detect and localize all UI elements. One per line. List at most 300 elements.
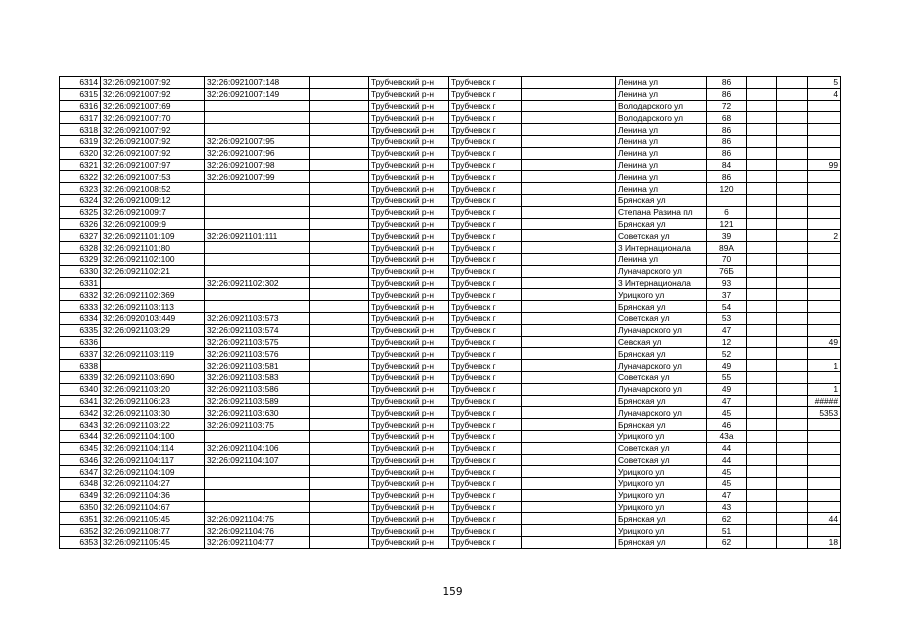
object-cadastral-number-cell <box>205 289 310 301</box>
empty-cell <box>310 501 369 513</box>
empty-cell <box>522 419 616 431</box>
object-cadastral-number-cell: 32:26:0921103:575 <box>205 336 310 348</box>
street-cell: Володарского ул <box>616 100 707 112</box>
empty-cell <box>747 218 777 230</box>
street-cell: Ленина ул <box>616 159 707 171</box>
parcel-cadastral-number-cell <box>101 277 205 289</box>
empty-cell <box>310 159 369 171</box>
row-number-cell: 6345 <box>60 442 101 454</box>
street-cell: Урицкого ул <box>616 430 707 442</box>
apartment-number-cell: 5353 <box>808 407 841 419</box>
empty-cell <box>777 230 808 242</box>
empty-cell <box>310 242 369 254</box>
apartment-number-cell: 5 <box>808 77 841 89</box>
district-cell: Трубчевский р-н <box>369 442 449 454</box>
row-number-cell: 6319 <box>60 135 101 147</box>
house-number-cell: 86 <box>707 135 747 147</box>
object-cadastral-number-cell: 32:26:0921007:149 <box>205 88 310 100</box>
row-number-cell: 6326 <box>60 218 101 230</box>
empty-cell <box>522 183 616 195</box>
row-number-cell: 6351 <box>60 513 101 525</box>
town-cell: Трубчевск г <box>449 419 522 431</box>
row-number-cell: 6342 <box>60 407 101 419</box>
empty-cell <box>747 301 777 313</box>
district-cell: Трубчевский р-н <box>369 135 449 147</box>
empty-cell <box>522 466 616 478</box>
object-cadastral-number-cell: 32:26:0921104:75 <box>205 513 310 525</box>
object-cadastral-number-cell: 32:26:0921007:95 <box>205 135 310 147</box>
empty-cell <box>747 100 777 112</box>
house-number-cell: 70 <box>707 253 747 265</box>
town-cell: Трубчевск г <box>449 537 522 549</box>
empty-cell <box>522 194 616 206</box>
empty-cell <box>310 513 369 525</box>
empty-cell <box>310 124 369 136</box>
empty-cell <box>777 348 808 360</box>
apartment-number-cell: 1 <box>808 383 841 395</box>
house-number-cell <box>707 194 747 206</box>
empty-cell <box>310 324 369 336</box>
parcel-cadastral-number-cell: 32:26:0921104:117 <box>101 454 205 466</box>
apartment-number-cell <box>808 478 841 490</box>
parcel-cadastral-number-cell: 32:26:0921009:9 <box>101 218 205 230</box>
town-cell: Трубчевск г <box>449 265 522 277</box>
empty-cell <box>777 135 808 147</box>
empty-cell <box>777 395 808 407</box>
object-cadastral-number-cell: 32:26:0921104:107 <box>205 454 310 466</box>
table-row <box>60 336 841 348</box>
table-row <box>60 100 841 112</box>
parcel-cadastral-number-cell: 32:26:0921007:97 <box>101 159 205 171</box>
object-cadastral-number-cell <box>205 206 310 218</box>
street-cell: Луначарского ул <box>616 265 707 277</box>
street-cell: Брянская ул <box>616 218 707 230</box>
empty-cell <box>310 265 369 277</box>
empty-cell <box>522 407 616 419</box>
house-number-cell: 120 <box>707 183 747 195</box>
town-cell: Трубчевск г <box>449 171 522 183</box>
row-number-cell: 6335 <box>60 324 101 336</box>
empty-cell <box>310 301 369 313</box>
parcel-cadastral-number-cell: 32:26:0921103:30 <box>101 407 205 419</box>
district-cell: Трубчевский р-н <box>369 371 449 383</box>
apartment-number-cell: 18 <box>808 537 841 549</box>
empty-cell <box>747 206 777 218</box>
district-cell: Трубчевский р-н <box>369 430 449 442</box>
object-cadastral-number-cell: 32:26:0921103:576 <box>205 348 310 360</box>
empty-cell <box>747 478 777 490</box>
object-cadastral-number-cell <box>205 501 310 513</box>
town-cell: Трубчевск г <box>449 88 522 100</box>
empty-cell <box>310 489 369 501</box>
empty-cell <box>522 289 616 301</box>
apartment-number-cell <box>808 419 841 431</box>
street-cell: Урицкого ул <box>616 478 707 490</box>
empty-cell <box>522 253 616 265</box>
district-cell: Трубчевский р-н <box>369 501 449 513</box>
table-row <box>60 171 841 183</box>
street-cell: Ленина ул <box>616 183 707 195</box>
district-cell: Трубчевский р-н <box>369 218 449 230</box>
empty-cell <box>310 336 369 348</box>
empty-cell <box>747 395 777 407</box>
empty-cell <box>522 525 616 537</box>
empty-cell <box>522 135 616 147</box>
object-cadastral-number-cell <box>205 489 310 501</box>
street-cell: Советская ул <box>616 454 707 466</box>
table-row <box>60 489 841 501</box>
district-cell: Трубчевский р-н <box>369 419 449 431</box>
apartment-number-cell <box>808 277 841 289</box>
district-cell: Трубчевский р-н <box>369 100 449 112</box>
empty-cell <box>522 159 616 171</box>
empty-cell <box>747 124 777 136</box>
parcel-cadastral-number-cell: 32:26:0920103:449 <box>101 312 205 324</box>
empty-cell <box>777 383 808 395</box>
empty-cell <box>522 360 616 372</box>
parcel-cadastral-number-cell: 32:26:0921103:29 <box>101 324 205 336</box>
empty-cell <box>747 525 777 537</box>
object-cadastral-number-cell: 32:26:0921103:574 <box>205 324 310 336</box>
empty-cell <box>310 88 369 100</box>
house-number-cell: 62 <box>707 513 747 525</box>
object-cadastral-number-cell <box>205 100 310 112</box>
district-cell: Трубчевский р-н <box>369 265 449 277</box>
empty-cell <box>310 430 369 442</box>
table-row <box>60 301 841 313</box>
row-number-cell: 6314 <box>60 77 101 89</box>
empty-cell <box>777 324 808 336</box>
apartment-number-cell <box>808 206 841 218</box>
street-cell: Луначарского ул <box>616 360 707 372</box>
street-cell: Брянская ул <box>616 537 707 549</box>
row-number-cell: 6327 <box>60 230 101 242</box>
house-number-cell: 84 <box>707 159 747 171</box>
town-cell: Трубчевск г <box>449 324 522 336</box>
empty-cell <box>310 100 369 112</box>
empty-cell <box>522 395 616 407</box>
empty-cell <box>747 159 777 171</box>
row-number-cell: 6350 <box>60 501 101 513</box>
empty-cell <box>747 430 777 442</box>
district-cell: Трубчевский р-н <box>369 230 449 242</box>
empty-cell <box>777 277 808 289</box>
empty-cell <box>522 171 616 183</box>
apartment-number-cell <box>808 289 841 301</box>
row-number-cell: 6333 <box>60 301 101 313</box>
empty-cell <box>310 253 369 265</box>
parcel-cadastral-number-cell: 32:26:0921007:70 <box>101 112 205 124</box>
empty-cell <box>522 206 616 218</box>
table-row <box>60 407 841 419</box>
parcel-cadastral-number-cell: 32:26:0921103:22 <box>101 419 205 431</box>
row-number-cell: 6340 <box>60 383 101 395</box>
town-cell: Трубчевск г <box>449 100 522 112</box>
street-cell: Брянская ул <box>616 513 707 525</box>
empty-cell <box>747 454 777 466</box>
house-number-cell: 86 <box>707 171 747 183</box>
town-cell: Трубчевск г <box>449 230 522 242</box>
table-row <box>60 442 841 454</box>
town-cell: Трубчевск г <box>449 407 522 419</box>
house-number-cell: 53 <box>707 312 747 324</box>
empty-cell <box>522 336 616 348</box>
street-cell: Ленина ул <box>616 135 707 147</box>
empty-cell <box>310 348 369 360</box>
row-number-cell: 6331 <box>60 277 101 289</box>
table-row <box>60 206 841 218</box>
town-cell: Трубчевск г <box>449 360 522 372</box>
house-number-cell: 44 <box>707 442 747 454</box>
district-cell: Трубчевский р-н <box>369 77 449 89</box>
row-number-cell: 6325 <box>60 206 101 218</box>
empty-cell <box>747 360 777 372</box>
apartment-number-cell <box>808 301 841 313</box>
object-cadastral-number-cell: 32:26:0921103:630 <box>205 407 310 419</box>
street-cell: Брянская ул <box>616 194 707 206</box>
parcel-cadastral-number-cell: 32:26:0921009:7 <box>101 206 205 218</box>
parcel-cadastral-number-cell: 32:26:0921108:77 <box>101 525 205 537</box>
town-cell: Трубчевск г <box>449 442 522 454</box>
row-number-cell: 6344 <box>60 430 101 442</box>
table-row <box>60 360 841 372</box>
object-cadastral-number-cell <box>205 218 310 230</box>
empty-cell <box>777 336 808 348</box>
empty-cell <box>522 100 616 112</box>
street-cell: Советская ул <box>616 312 707 324</box>
empty-cell <box>522 442 616 454</box>
table-row <box>60 194 841 206</box>
street-cell: Урицкого ул <box>616 289 707 301</box>
district-cell: Трубчевский р-н <box>369 183 449 195</box>
object-cadastral-number-cell: 32:26:0921007:99 <box>205 171 310 183</box>
town-cell: Трубчевск г <box>449 159 522 171</box>
row-number-cell: 6348 <box>60 478 101 490</box>
empty-cell <box>522 124 616 136</box>
parcel-cadastral-number-cell <box>101 360 205 372</box>
empty-cell <box>310 77 369 89</box>
apartment-number-cell <box>808 525 841 537</box>
house-number-cell: 51 <box>707 525 747 537</box>
table-row <box>60 324 841 336</box>
street-cell: Советская ул <box>616 230 707 242</box>
parcel-cadastral-number-cell: 32:26:0921007:92 <box>101 88 205 100</box>
parcel-cadastral-number-cell: 32:26:0921104:67 <box>101 501 205 513</box>
table-row <box>60 147 841 159</box>
town-cell: Трубчевск г <box>449 430 522 442</box>
town-cell: Трубчевск г <box>449 289 522 301</box>
house-number-cell: 76Б <box>707 265 747 277</box>
district-cell: Трубчевский р-н <box>369 537 449 549</box>
parcel-cadastral-number-cell: 32:26:0921101:80 <box>101 242 205 254</box>
row-number-cell: 6336 <box>60 336 101 348</box>
apartment-number-cell <box>808 147 841 159</box>
row-number-cell: 6316 <box>60 100 101 112</box>
object-cadastral-number-cell: 32:26:0921101:111 <box>205 230 310 242</box>
street-cell: Брянская ул <box>616 301 707 313</box>
district-cell: Трубчевский р-н <box>369 478 449 490</box>
empty-cell <box>310 135 369 147</box>
apartment-number-cell: 2 <box>808 230 841 242</box>
empty-cell <box>747 77 777 89</box>
district-cell: Трубчевский р-н <box>369 513 449 525</box>
parcel-cadastral-number-cell: 32:26:0921102:100 <box>101 253 205 265</box>
empty-cell <box>777 513 808 525</box>
empty-cell <box>310 407 369 419</box>
empty-cell <box>747 277 777 289</box>
parcel-cadastral-number-cell: 32:26:0921101:109 <box>101 230 205 242</box>
empty-cell <box>777 242 808 254</box>
house-number-cell: 86 <box>707 77 747 89</box>
district-cell: Трубчевский р-н <box>369 454 449 466</box>
empty-cell <box>310 112 369 124</box>
empty-cell <box>747 442 777 454</box>
empty-cell <box>522 489 616 501</box>
empty-cell <box>777 147 808 159</box>
object-cadastral-number-cell <box>205 124 310 136</box>
empty-cell <box>522 218 616 230</box>
table-row <box>60 395 841 407</box>
empty-cell <box>522 112 616 124</box>
district-cell: Трубчевский р-н <box>369 147 449 159</box>
district-cell: Трубчевский р-н <box>369 336 449 348</box>
empty-cell <box>777 112 808 124</box>
district-cell: Трубчевский р-н <box>369 324 449 336</box>
street-cell: Ленина ул <box>616 88 707 100</box>
empty-cell <box>522 88 616 100</box>
empty-cell <box>777 77 808 89</box>
district-cell: Трубчевский р-н <box>369 112 449 124</box>
parcel-cadastral-number-cell: 32:26:0921106:23 <box>101 395 205 407</box>
apartment-number-cell <box>808 135 841 147</box>
empty-cell <box>747 348 777 360</box>
empty-cell <box>522 513 616 525</box>
street-cell: Урицкого ул <box>616 466 707 478</box>
house-number-cell: 12 <box>707 336 747 348</box>
object-cadastral-number-cell <box>205 242 310 254</box>
row-number-cell: 6349 <box>60 489 101 501</box>
table-row <box>60 371 841 383</box>
empty-cell <box>522 371 616 383</box>
empty-cell <box>777 407 808 419</box>
apartment-number-cell <box>808 442 841 454</box>
street-cell: Ленина ул <box>616 124 707 136</box>
row-number-cell: 6315 <box>60 88 101 100</box>
empty-cell <box>777 478 808 490</box>
empty-cell <box>777 430 808 442</box>
row-number-cell: 6330 <box>60 265 101 277</box>
row-number-cell: 6320 <box>60 147 101 159</box>
object-cadastral-number-cell <box>205 112 310 124</box>
town-cell: Трубчевск г <box>449 478 522 490</box>
empty-cell <box>747 242 777 254</box>
street-cell: Советская ул <box>616 442 707 454</box>
parcel-cadastral-number-cell: 32:26:0921102:369 <box>101 289 205 301</box>
empty-cell <box>777 100 808 112</box>
house-number-cell: 44 <box>707 454 747 466</box>
empty-cell <box>747 289 777 301</box>
town-cell: Трубчевск г <box>449 525 522 537</box>
district-cell: Трубчевский р-н <box>369 407 449 419</box>
apartment-number-cell <box>808 454 841 466</box>
empty-cell <box>310 395 369 407</box>
district-cell: Трубчевский р-н <box>369 253 449 265</box>
house-number-cell: 52 <box>707 348 747 360</box>
empty-cell <box>310 206 369 218</box>
row-number-cell: 6338 <box>60 360 101 372</box>
empty-cell <box>777 289 808 301</box>
empty-cell <box>777 442 808 454</box>
district-cell: Трубчевский р-н <box>369 489 449 501</box>
empty-cell <box>747 336 777 348</box>
house-number-cell: 86 <box>707 124 747 136</box>
town-cell: Трубчевск г <box>449 336 522 348</box>
house-number-cell: 86 <box>707 88 747 100</box>
empty-cell <box>747 466 777 478</box>
town-cell: Трубчевск г <box>449 206 522 218</box>
street-cell: 3 Интернационала <box>616 277 707 289</box>
parcel-cadastral-number-cell: 32:26:0921105:45 <box>101 537 205 549</box>
property-registry-table <box>59 76 841 549</box>
object-cadastral-number-cell: 32:26:0921103:581 <box>205 360 310 372</box>
house-number-cell: 45 <box>707 478 747 490</box>
row-number-cell: 6328 <box>60 242 101 254</box>
row-number-cell: 6341 <box>60 395 101 407</box>
empty-cell <box>522 301 616 313</box>
town-cell: Трубчевск г <box>449 124 522 136</box>
empty-cell <box>310 312 369 324</box>
house-number-cell: 47 <box>707 489 747 501</box>
parcel-cadastral-number-cell: 32:26:0921007:92 <box>101 147 205 159</box>
object-cadastral-number-cell <box>205 183 310 195</box>
empty-cell <box>777 88 808 100</box>
empty-cell <box>522 277 616 289</box>
table-row <box>60 478 841 490</box>
table-row <box>60 183 841 195</box>
table-row <box>60 466 841 478</box>
district-cell: Трубчевский р-н <box>369 206 449 218</box>
district-cell: Трубчевский р-н <box>369 289 449 301</box>
district-cell: Трубчевский р-н <box>369 171 449 183</box>
table-row <box>60 419 841 431</box>
street-cell: Советская ул <box>616 371 707 383</box>
town-cell: Трубчевск г <box>449 348 522 360</box>
street-cell: Луначарского ул <box>616 383 707 395</box>
table-row <box>60 159 841 171</box>
table-row <box>60 289 841 301</box>
town-cell: Трубчевск г <box>449 77 522 89</box>
town-cell: Трубчевск г <box>449 466 522 478</box>
house-number-cell: 47 <box>707 395 747 407</box>
parcel-cadastral-number-cell: 32:26:0921103:113 <box>101 301 205 313</box>
town-cell: Трубчевск г <box>449 253 522 265</box>
row-number-cell: 6321 <box>60 159 101 171</box>
house-number-cell: 121 <box>707 218 747 230</box>
empty-cell <box>522 430 616 442</box>
empty-cell <box>310 371 369 383</box>
apartment-number-cell <box>808 430 841 442</box>
apartment-number-cell: ##### <box>808 395 841 407</box>
object-cadastral-number-cell <box>205 194 310 206</box>
object-cadastral-number-cell: 32:26:0921007:96 <box>205 147 310 159</box>
empty-cell <box>747 147 777 159</box>
empty-cell <box>522 242 616 254</box>
empty-cell <box>522 230 616 242</box>
apartment-number-cell <box>808 242 841 254</box>
empty-cell <box>747 501 777 513</box>
town-cell: Трубчевск г <box>449 277 522 289</box>
town-cell: Трубчевск г <box>449 489 522 501</box>
